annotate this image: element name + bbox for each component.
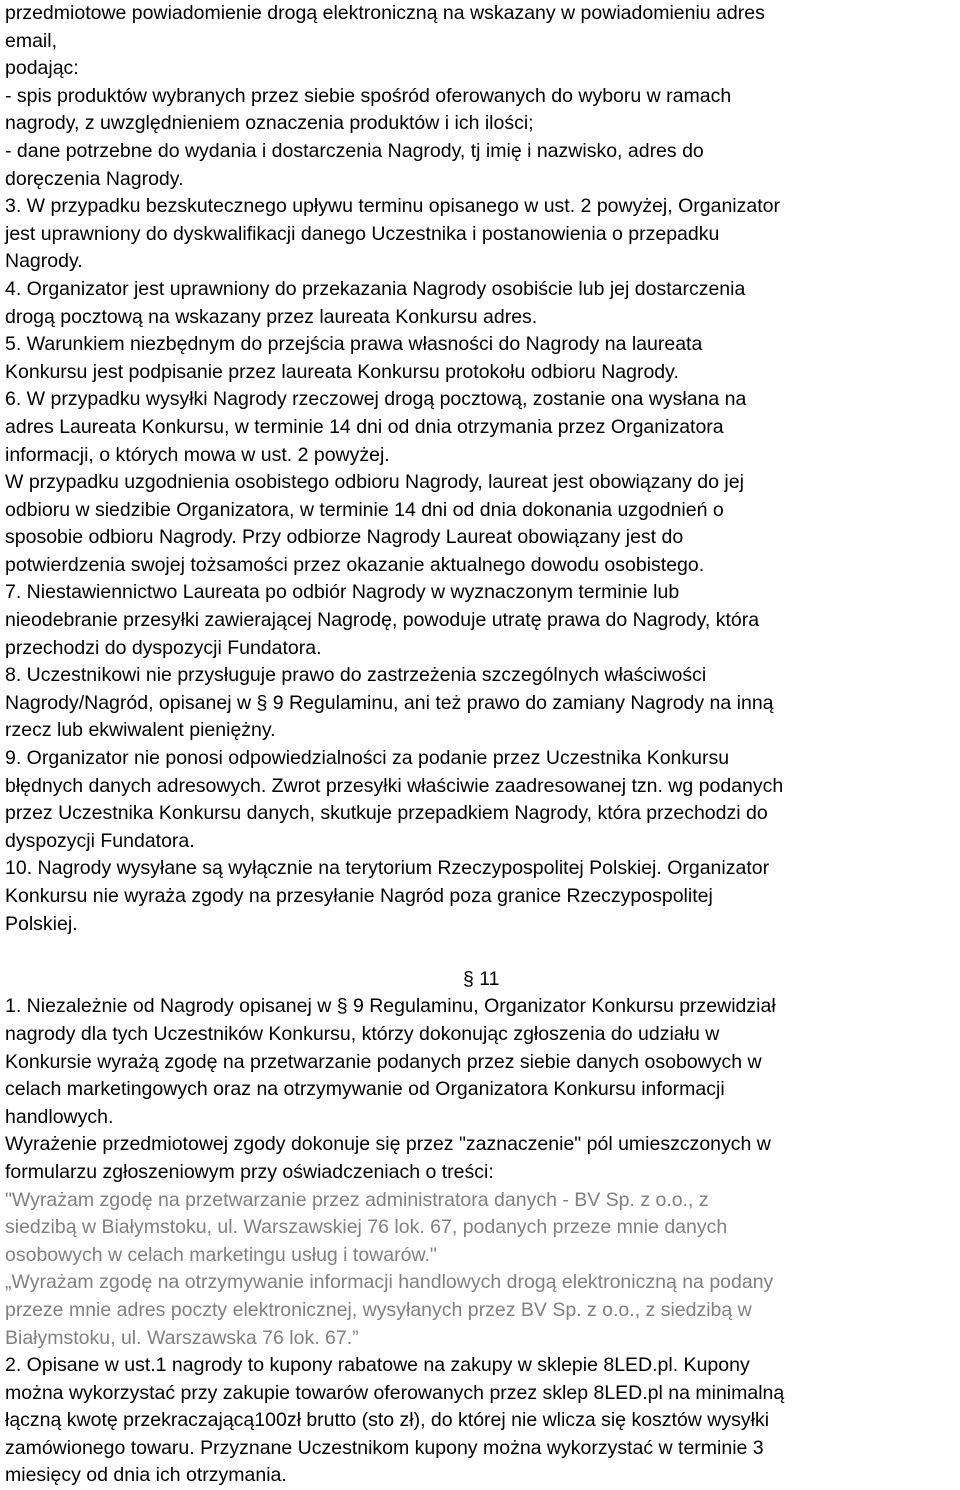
text-line: zamówionego towaru. Przyznane Uczestnikom kupony można wykorzystać w terminie 3 <box>5 1436 764 1459</box>
text-line: potwierdzenia swojej tożsamości przez okazanie aktualnego dowodu osobistego. <box>5 553 705 576</box>
text-line: dyspozycji Fundatora. <box>5 829 195 852</box>
text-line: formularzu zgłoszeniowym przy oświadczeniach o treści: <box>5 1160 494 1183</box>
text-line: 2. Opisane w ust.1 nagrody to kupony rabatowe na zakupy w sklepie 8LED.pl. Kupony <box>5 1354 750 1377</box>
text-line: nieodebranie przesyłki zawierającej Nagrodę, powoduje utratę prawa do Nagrody, która <box>5 609 760 632</box>
text-line: błędnych danych adresowych. Zwrot przesyłki właściwie zaadresowanej tzn. wg podanych <box>5 774 784 797</box>
text-line: adres Laureata Konkursu, w terminie 14 dni od dnia otrzymania przez Organizatora <box>5 415 724 438</box>
text-line: siedzibą w Białymstoku, ul. Warszawskiej 76 lok. 67, podanych przeze mnie danych <box>5 1216 728 1239</box>
text-line: Białymstoku, ul. Warszawska 76 lok. 67.” <box>5 1326 359 1349</box>
text-line: podając: <box>5 57 79 80</box>
text-line: informacji, o których mowa w ust. 2 powyżej. <box>5 443 390 466</box>
text-line: „Wyrażam zgodę na otrzymywanie informacji handlowych drogą elektroniczną na podany <box>5 1271 774 1294</box>
consent-quote-block <box>5 1187 960 1353</box>
text-line: przedmiotowe powiadomienie drogą elektroniczną na wskazany w powiadomieniu adres <box>5 2 765 24</box>
regulation-text-block-c <box>5 1352 960 1490</box>
text-line: 9. Organizator nie ponosi odpowiedzialności za podanie przez Uczestnika Konkursu <box>5 747 730 770</box>
section-heading: § 11 <box>463 967 500 990</box>
text-line: odbioru w siedzibie Organizatora, w terminie 14 dni od dnia dokonania uzgodnień o <box>5 498 724 521</box>
text-line: sposobie odbioru Nagrody. Przy odbiorze Nagrody Laureat obowiązany jest do <box>5 526 684 549</box>
text-line: przez Uczestnika Konkursu danych, skutkuje przepadkiem Nagrody, która przechodzi do <box>5 802 768 825</box>
text-line: Konkursie wyrażą zgodę na przetwarzanie podanych przez siebie danych osobowych w <box>5 1050 762 1073</box>
text-line: 4. Organizator jest uprawniony do przekazania Nagrody osobiście lub jej dostarczenia <box>5 277 746 300</box>
text-line: jest uprawniony do dyskwalifikacji danego Uczestnika i postanowienia o przepadku <box>5 222 720 245</box>
text-line: - dane potrzebne do wydania i dostarczenia Nagrody, tj imię i nazwisko, adres do <box>5 139 704 162</box>
regulation-text-block-b <box>5 993 960 1186</box>
text-line: można wykorzystać przy zakupie towarów oferowanych przez sklep 8LED.pl na minimalną <box>5 1381 785 1404</box>
text-line: przechodzi do dyspozycji Fundatora. <box>5 636 322 659</box>
text-line: Nagrody. <box>5 250 83 273</box>
text-line: drogą pocztową na wskazany przez laureata Konkursu adres. <box>5 305 538 328</box>
text-line: - spis produktów wybranych przez siebie spośród oferowanych do wyboru w ramach <box>5 84 732 107</box>
text-line: Konkursu jest podpisanie przez laureata Konkursu protokołu odbioru Nagrody. <box>5 360 679 383</box>
text-line: Nagrody/Nagród, opisanej w § 9 Regulaminu, ani też prawo do zamiany Nagrody na inną <box>5 691 774 714</box>
text-line: 8. Uczestnikowi nie przysługuje prawo do zastrzeżenia szczególnych właściwości <box>5 664 707 687</box>
text-line: nagrody, z uwzględnieniem oznaczenia produktów i ich ilości; <box>5 112 534 135</box>
text-line: W przypadku uzgodnienia osobistego odbioru Nagrody, laureat jest obowiązany do jej <box>5 471 744 494</box>
text-line: łączną kwotę przekraczającą100zł brutto (sto zł), do której nie wlicza się kosztów wysyłki <box>5 1409 770 1432</box>
text-line: rzecz lub ekwiwalent pieniężny. <box>5 719 276 742</box>
text-line: 10. Nagrody wysyłane są wyłącznie na terytorium Rzeczypospolitej Polskiej. Organizator <box>5 857 770 880</box>
text-line: Wyrażenie przedmiotowej zgody dokonuje się przez "zaznaczenie" pól umieszczonych w <box>5 1133 771 1156</box>
blank-line <box>5 938 960 966</box>
text-line: 1. Niezależnie od Nagrody opisanej w § 9 Regulaminu, Organizator Konkursu przewidział <box>5 995 776 1018</box>
text-line: handlowych. <box>5 1105 114 1128</box>
text-line: "Wyrażam zgodę na przetwarzanie przez administratora danych - BV Sp. z o.o., z <box>5 1188 709 1211</box>
text-line: doręczenia Nagrody. <box>5 167 184 190</box>
text-line: 6. W przypadku wysyłki Nagrody rzeczowej drogą pocztową, zostanie ona wysłana na <box>5 388 747 411</box>
text-line: przeze mnie adres poczty elektronicznej, wysyłanych przez BV Sp. z o.o., z siedzibą w <box>5 1298 752 1321</box>
text-line: osobowych w celach marketingu usług i towarów." <box>5 1243 437 1266</box>
text-line: 3. W przypadku bezskutecznego upływu terminu opisanego w ust. 2 powyżej, Organizator <box>5 195 780 218</box>
text-line: 5. Warunkiem niezbędnym do przejścia prawa własności do Nagrody na laureata <box>5 333 703 356</box>
text-line: email, <box>5 29 58 52</box>
text-line: Polskiej. <box>5 912 78 935</box>
text-line: 7. Niestawiennictwo Laureata po odbiór Nagrody w wyznaczonym terminie lub <box>5 581 680 604</box>
text-line: miesięcy od dnia ich otrzymania. <box>5 1464 287 1487</box>
text-line: celach marketingowych oraz na otrzymywanie od Organizatora Konkursu informacji <box>5 1078 725 1101</box>
regulation-text-block-a <box>5 0 960 938</box>
text-line: Konkursu nie wyraża zgody na przesyłanie Nagród poza granice Rzeczypospolitej <box>5 885 713 907</box>
text-line: nagrody dla tych Uczestników Konkursu, którzy dokonując zgłoszenia do udziału w <box>5 1022 720 1045</box>
